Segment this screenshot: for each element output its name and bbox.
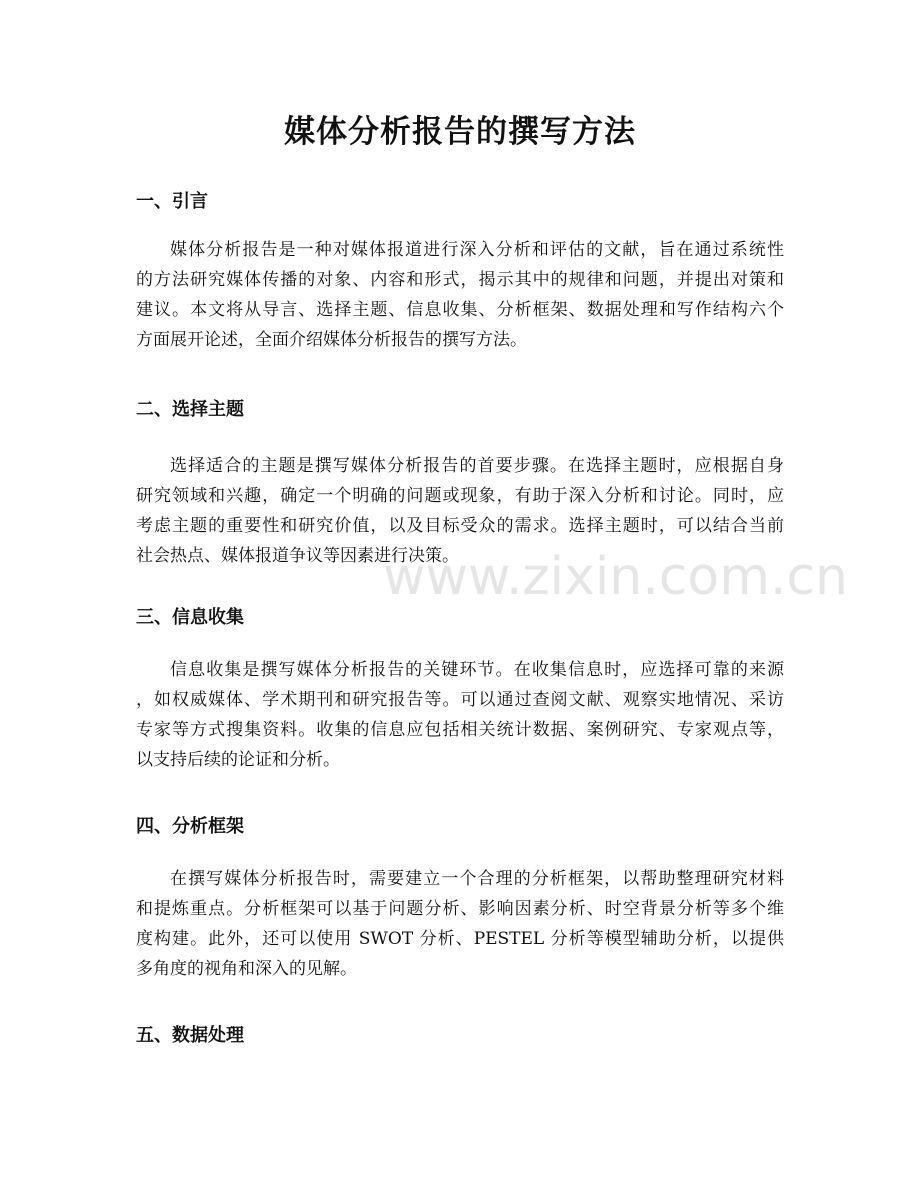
paragraph-line: 专家等方式搜集资料。收集的信息应包括相关统计数据、案例研究、专家观点等， [136, 720, 784, 740]
section-heading-analysis-framework: 四、分析框架 [136, 816, 244, 837]
section-heading-choose-topic: 二、选择主题 [136, 399, 244, 420]
paragraph-line: 度构建。此外，还可以使用 SWOT 分析、PESTEL 分析等模型辅助分析，以提供 [136, 929, 784, 949]
section-paragraph-analysis-framework [136, 864, 784, 984]
paragraph-line: 媒体分析报告是一种对媒体报道进行深入分析和评估的文献，旨在通过系统性 [170, 240, 784, 260]
paragraph-line: 研究领域和兴趣，确定一个明确的问题或现象，有助于深入分析和讨论。同时，应 [136, 486, 784, 506]
paragraph-line: 信息收集是撰写媒体分析报告的关键环节。在收集信息时，应选择可靠的来源 [170, 660, 784, 680]
paragraph-line: ，如权威媒体、学术期刊和研究报告等。可以通过查阅文献、观察实地情况、采访 [136, 690, 784, 710]
paragraph-line: 考虑主题的重要性和研究价值，以及目标受众的需求。选择主题时，可以结合当前 [136, 516, 784, 536]
paragraph-line: 的方法研究媒体传播的对象、内容和形式，揭示其中的规律和问题，并提出对策和 [136, 270, 784, 290]
paragraph-line: 以支持后续的论证和分析。 [136, 750, 340, 770]
section-paragraph-introduction [136, 235, 784, 355]
paragraph-line: 建议。本文将从导言、选择主题、信息收集、分析框架、数据处理和写作结构六个 [136, 300, 784, 320]
paragraph-line: 社会热点、媒体报道争议等因素进行决策。 [136, 546, 459, 566]
section-heading-information-collection: 三、信息收集 [136, 607, 244, 628]
section-heading-introduction: 一、引言 [136, 191, 208, 212]
paragraph-line: 选择适合的主题是撰写媒体分析报告的首要步骤。在选择主题时，应根据自身 [170, 456, 784, 476]
watermark-text: www.zixin.com.cn [383, 547, 848, 607]
paragraph-line: 在撰写媒体分析报告时，需要建立一个合理的分析框架，以帮助整理研究材料 [170, 869, 784, 889]
paragraph-line: 多角度的视角和深入的见解。 [136, 959, 357, 979]
document-title: 媒体分析报告的撰写方法 [284, 114, 636, 150]
paragraph-line: 方面展开论述，全面介绍媒体分析报告的撰写方法。 [136, 330, 527, 350]
section-heading-data-processing: 五、数据处理 [136, 1025, 244, 1046]
section-paragraph-information-collection [136, 655, 784, 775]
paragraph-line: 和提炼重点。分析框架可以基于问题分析、影响因素分析、时空背景分析等多个维 [136, 899, 784, 919]
section-paragraph-choose-topic [136, 451, 784, 571]
